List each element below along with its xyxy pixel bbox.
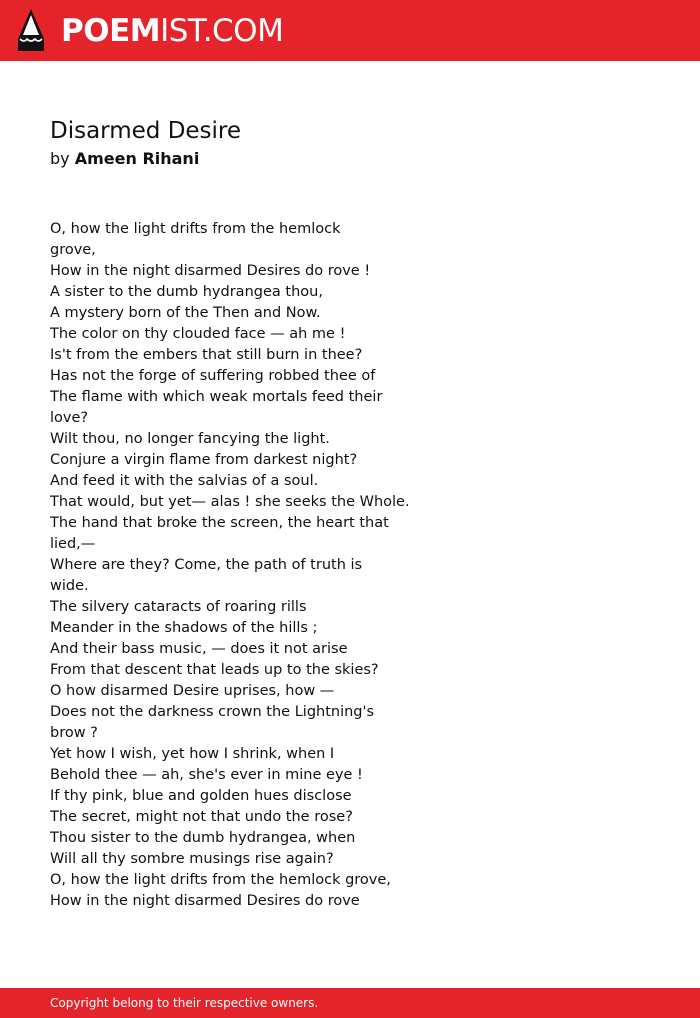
poem-title: Disarmed Desire (50, 118, 242, 144)
poem-line: Conjure a virgin flame from darkest night? (50, 452, 358, 468)
poem-line: The flame with which weak mortals feed their (50, 389, 383, 405)
poem-line: The color on thy clouded face — ah me ! (50, 326, 346, 342)
poem-line: O how disarmed Desire uprises, how — (50, 683, 335, 699)
site-logo-text[interactable] (61, 12, 283, 50)
poem-line: Has not the forge of suffering robbed thee of (50, 368, 376, 384)
poem-line: Thou sister to the dumb hydrangea, when (50, 830, 356, 846)
site-header (0, 0, 700, 61)
poem-line: A sister to the dumb hydrangea thou, (50, 284, 323, 300)
poem-line: grove, (50, 242, 96, 258)
author-name: Ameen Rihani (74, 149, 200, 168)
brand-bold: POEM (61, 13, 161, 49)
poem-line: Meander in the shadows of the hills ; (50, 620, 318, 636)
poem-line: lied,— (50, 536, 96, 552)
poem-line: Does not the darkness crown the Lightning's (50, 704, 375, 720)
site-footer (0, 988, 700, 1018)
poem-line: The secret, might not that undo the rose? (50, 809, 353, 825)
poem-line: Yet how I wish, yet how I shrink, when I (50, 746, 335, 762)
pencil-logo-icon[interactable] (18, 9, 44, 51)
poem-line: The silvery cataracts of roaring rills (50, 599, 307, 615)
brand-thin: IST.COM (160, 13, 284, 49)
poem-line: From that descent that leads up to the skies? (50, 662, 379, 678)
poem-line: Behold thee — ah, she's ever in mine eye ! (50, 767, 363, 783)
poem-line: Is't from the embers that still burn in thee? (50, 347, 363, 363)
poem-line: love? (50, 410, 89, 426)
poem-line: O, how the light drifts from the hemlock grove, (50, 872, 391, 888)
byline (50, 149, 199, 169)
poem-line: That would, but yet— alas ! she seeks the Whole. (50, 494, 410, 510)
poem-line: A mystery born of the Then and Now. (50, 305, 321, 321)
poem-body (50, 219, 410, 912)
by-label: by (50, 149, 70, 168)
poem-line: wide. (50, 578, 89, 594)
poem-line: How in the night disarmed Desires do rove ! (50, 263, 371, 279)
poem-line: If thy pink, blue and golden hues disclose (50, 788, 352, 804)
poem-line: Where are they? Come, the path of truth is (50, 557, 363, 573)
poem-line: And their bass music, — does it not arise (50, 641, 348, 657)
poem-line: Wilt thou, no longer fancying the light. (50, 431, 330, 447)
poem-line: And feed it with the salvias of a soul. (50, 473, 319, 489)
poem-line: brow ? (50, 725, 98, 741)
poem-line: The hand that broke the screen, the heart that (50, 515, 389, 531)
poem-line: Will all thy sombre musings rise again? (50, 851, 334, 867)
copyright-text: Copyright belong to their respective owners. (50, 996, 319, 1010)
poem-line: O, how the light drifts from the hemlock (50, 221, 341, 237)
poem-line: How in the night disarmed Desires do rove (50, 893, 360, 909)
